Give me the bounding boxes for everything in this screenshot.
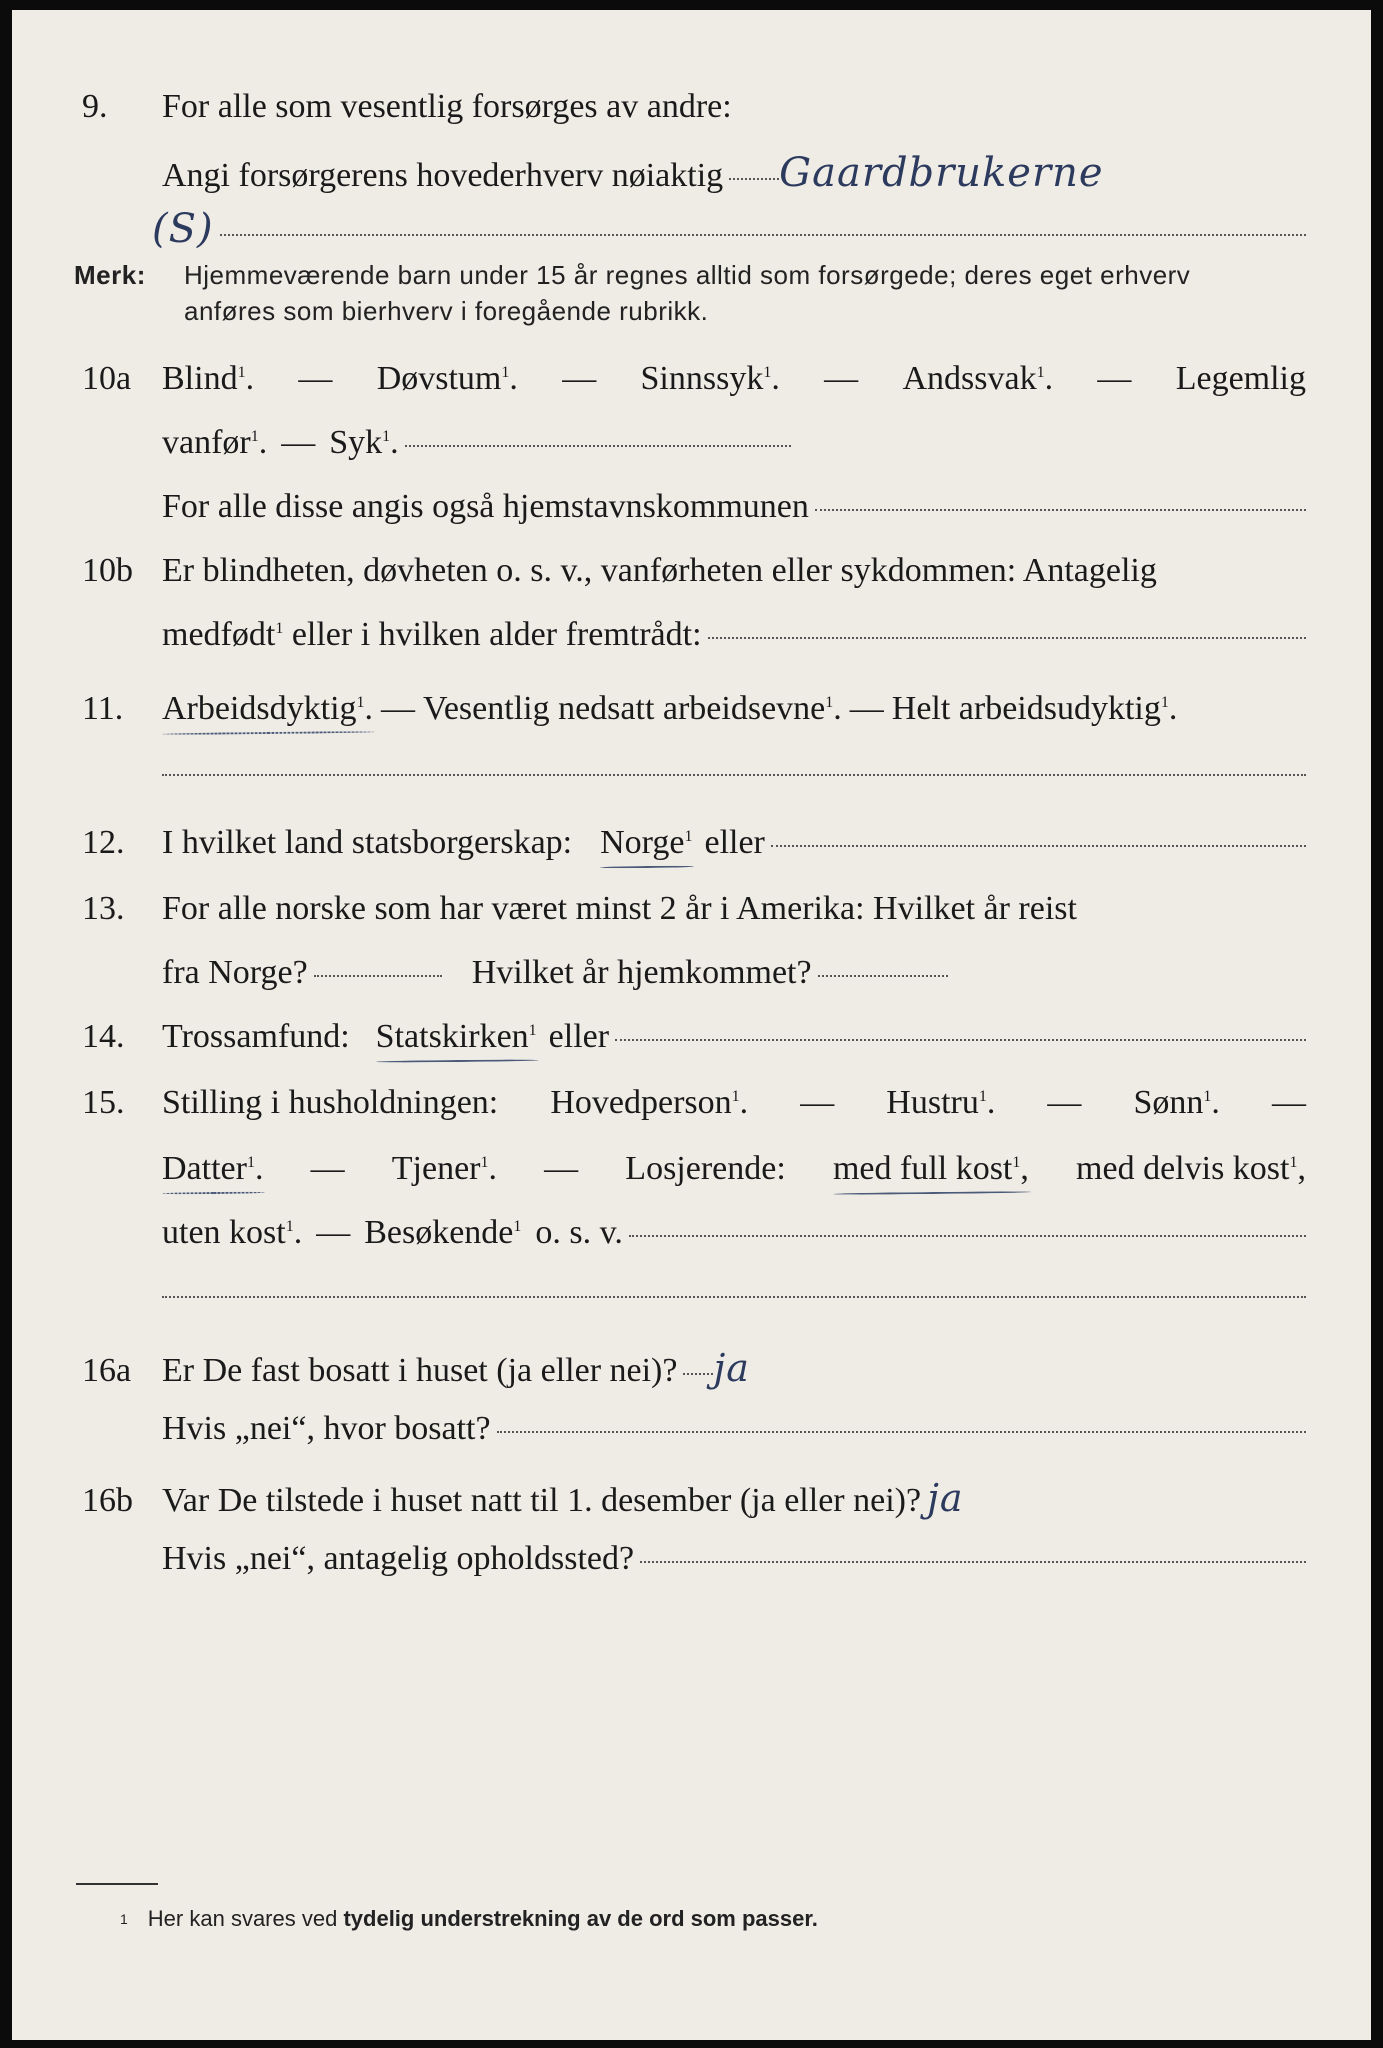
question-11: 11. Arbeidsdyktig$^1$. — Vesentlig nedsatt arbeidsevne$^1$. — Helt arbeidsudyktig$^1$.: [82, 690, 1178, 727]
question-13-line-1: 13. For alle norske som har været minst 2 år i Amerika: Hvilket år reist: [82, 890, 1077, 927]
question-16a-line-1: 16a Er De fast bosatt i huset (ja eller nei)? ja: [82, 1346, 750, 1390]
option-datter-underlined: Datter$^1$.: [162, 1150, 264, 1187]
merk-note-line-2: [184, 296, 1301, 327]
question-number: 10a: [82, 360, 132, 397]
question-14: 14. Trossamfund: Statskirken$^1$ eller: [82, 1018, 1306, 1056]
option-syk: Syk$^1$.: [329, 424, 399, 461]
question-number: 14.: [82, 1018, 125, 1055]
handwritten-answer: ja: [927, 1476, 964, 1520]
question-label: Angi forsørgerens hovederhverv nøiaktig: [162, 157, 724, 194]
footnote: 1 Her kan svares ved tydelig understrekning av de ord som passer.: [120, 1906, 818, 1931]
question-number: 12.: [82, 824, 125, 861]
question-number: 16b: [82, 1482, 133, 1519]
question-number: 10b: [82, 552, 133, 589]
separator: —: [824, 360, 859, 397]
option-norge-underlined: Norge$^1$: [600, 824, 693, 861]
option-arbeidsdyktig-underlined: Arbeidsdyktig$^1$.: [162, 690, 374, 727]
option-blind: Blind$^1$.: [162, 360, 255, 397]
question-15-line-3: uten kost$^1$. — Besøkende$^1$ o. s. v.: [82, 1214, 1306, 1252]
question-number: 9.: [82, 88, 108, 125]
footnote-rule: [76, 1883, 158, 1885]
census-form-page: [12, 10, 1371, 2040]
handwritten-answer: ja: [713, 1346, 750, 1390]
question-text: For alle disse angis også hjemstavnskommunen: [162, 488, 809, 525]
question-10a-line-3: [82, 488, 1306, 526]
separator: —: [298, 360, 333, 397]
answer-line: [162, 1296, 1306, 1298]
separator: —: [281, 424, 316, 461]
option-full-kost-underlined: med full kost$^1$,: [832, 1150, 1029, 1187]
merk-label: Merk:: [74, 260, 146, 290]
handwritten-answer: Gaardbrukerne: [779, 150, 1104, 196]
question-text: For alle som vesentlig forsørges av andre:: [162, 88, 732, 125]
separator: —: [1097, 360, 1132, 397]
question-9-line-2: [82, 150, 1306, 196]
option-sinnssyk: Sinnssyk$^1$.: [640, 360, 780, 397]
merk-text-2: anføres som bierhverv i foregående rubrikk.: [184, 296, 709, 326]
question-text: Er blindheten, døvheten o. s. v., vanførheten eller sykdommen: Antagelig: [162, 552, 1157, 589]
question-10a-line-2: [82, 424, 791, 462]
question-number: 15.: [82, 1084, 125, 1121]
question-number: 11.: [82, 690, 124, 727]
question-10a-line-1: [82, 360, 1306, 398]
question-16a-line-2: Hvis „nei“, hvor bosatt?: [82, 1410, 1306, 1448]
question-13-line-2: fra Norge? Hvilket år hjemkommet?: [82, 954, 1306, 992]
question-number: 16a: [82, 1352, 132, 1389]
option-andssvak: Andssvak$^1$.: [902, 360, 1054, 397]
question-number: 13.: [82, 890, 125, 927]
question-9-line-1: [82, 88, 1306, 126]
handwritten-answer-2: (S): [152, 206, 214, 252]
question-9-line-3: [152, 206, 1306, 252]
question-15-line-2: Datter$^1$. — Tjener$^1$. — Losjerende: med full kost$^1$, med delvis kost$^1$,: [162, 1150, 1306, 1187]
option-dovstum: Døvstum$^1$.: [376, 360, 518, 397]
option-statskirken-underlined: Statskirken$^1$: [375, 1018, 537, 1055]
merk-note-line-1: [74, 260, 1301, 291]
option-legemlig: Legemlig: [1175, 360, 1306, 397]
question-15-line-1: 15. Stilling i husholdningen: Hovedperson$^1$. — Hustru$^1$. — Sønn$^1$. —: [82, 1084, 1306, 1121]
answer-line: [162, 774, 1306, 776]
merk-text-1: Hjemmeværende barn under 15 år regnes alltid som forsørgede; deres eget erhverv: [184, 260, 1191, 290]
question-16b-line-2: Hvis „nei“, antagelig opholdssted?: [82, 1540, 1306, 1578]
question-16b-line-1: 16b Var De tilstede i huset natt til 1. desember (ja eller nei)? ja: [82, 1476, 964, 1520]
question-10b-line-2: medfødt$^1$ eller i hvilken alder fremtrådt:: [82, 616, 1306, 654]
question-10b-line-1: [82, 552, 1306, 590]
option-vanfor: vanfør$^1$.: [162, 424, 268, 461]
question-12: 12. I hvilket land statsborgerskap: Norge$^1$ eller: [82, 824, 1306, 862]
separator: —: [562, 360, 597, 397]
